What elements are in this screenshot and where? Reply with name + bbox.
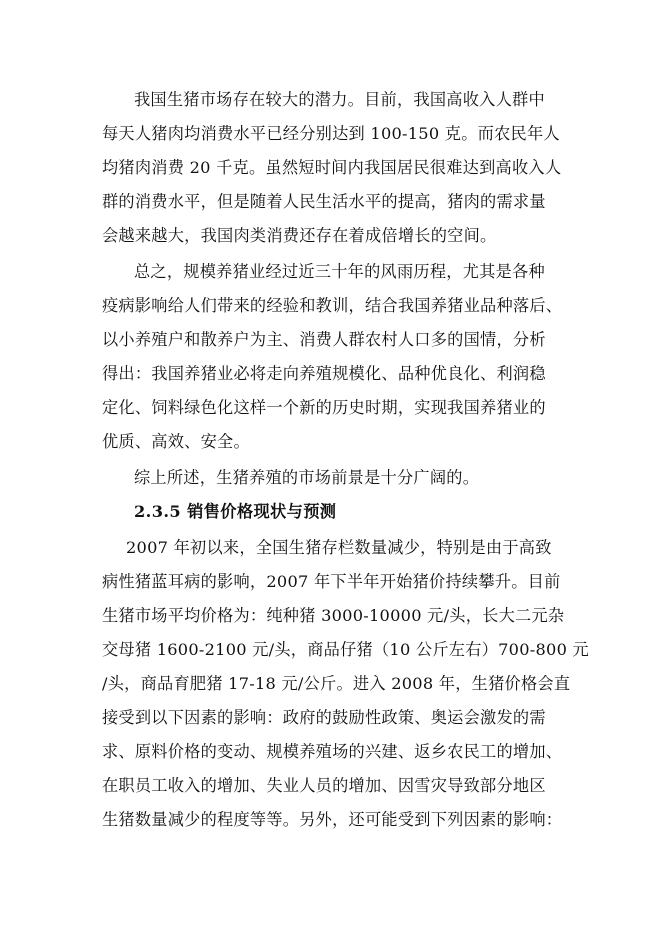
paragraph-1-line-2: 每天人猪肉均消费水平已经分别达到 100-150 克。而农民年人 — [102, 124, 560, 143]
paragraph-1-line-4: 群的消费水平，但是随着人民生活水平的提高，猪肉的需求量 — [102, 192, 546, 211]
paragraph-1-line-3: 均猪肉消费 20 千克。虽然短时间内我国居民很难达到高收入人 — [102, 158, 562, 177]
paragraph-2-line-2: 疫病影响给人们带来的经验和教训，结合我国养猪业品种落后、 — [102, 296, 563, 315]
price-paragraph-line-1: 2007 年初以来，全国生猪存栏数量减少，特别是由于高致 — [126, 538, 552, 557]
price-paragraph-line-3: 生猪市场平均价格为：纯种猪 3000-10000 元/头，长大二元杂 — [102, 606, 565, 625]
paragraph-3-line-1: 综上所述，生猪养殖的市场前景是十分广阔的。 — [134, 468, 480, 487]
paragraph-2-line-5: 定化、饲料绿色化这样一个新的历史时期，实现我国养猪业的 — [102, 398, 546, 417]
paragraph-1-line-5: 会越来越大，我国肉类消费还存在着成倍增长的空间。 — [102, 226, 497, 245]
price-paragraph-line-8: 在职员工收入的增加、失业人员的增加、因雪灾导致部分地区 — [102, 776, 546, 795]
price-paragraph-line-9: 生猪数量减少的程度等等。另外，还可能受到下列因素的影响： — [102, 810, 563, 829]
paragraph-2-line-1: 总之，规模养猪业经过近三十年的风雨历程，尤其是各种 — [134, 262, 545, 281]
paragraph-2-line-3: 以小养殖户和散养户为主、消费人群农村人口多的国情，分析 — [102, 330, 546, 349]
price-paragraph-line-2: 病性猪蓝耳病的影响，2007 年下半年开始猪价持续攀升。目前 — [102, 572, 561, 591]
price-paragraph-line-6: 接受到以下因素的影响：政府的鼓励性政策、奥运会激发的需 — [102, 708, 546, 727]
paragraph-2-line-6: 优质、高效、安全。 — [102, 432, 250, 451]
paragraph-1-line-1: 我国生猪市场存在较大的潜力。目前，我国高收入人群中 — [134, 90, 545, 109]
price-paragraph-line-4: 交母猪 1600-2100 元/头，商品仔猪（10 公斤左右）700-800 元 — [102, 640, 589, 659]
section-heading: 2.3.5 销售价格现状与预测 — [134, 502, 337, 521]
price-paragraph-line-5: /头，商品育肥猪 17-18 元/公斤。进入 2008 年，生猪价格会直 — [102, 674, 571, 693]
price-paragraph-line-7: 求、原料价格的变动、规模养殖场的兴建、返乡农民工的增加、 — [102, 742, 563, 761]
paragraph-2-line-4: 得出：我国养猪业必将走向养殖规模化、品种优良化、利润稳 — [102, 364, 546, 383]
